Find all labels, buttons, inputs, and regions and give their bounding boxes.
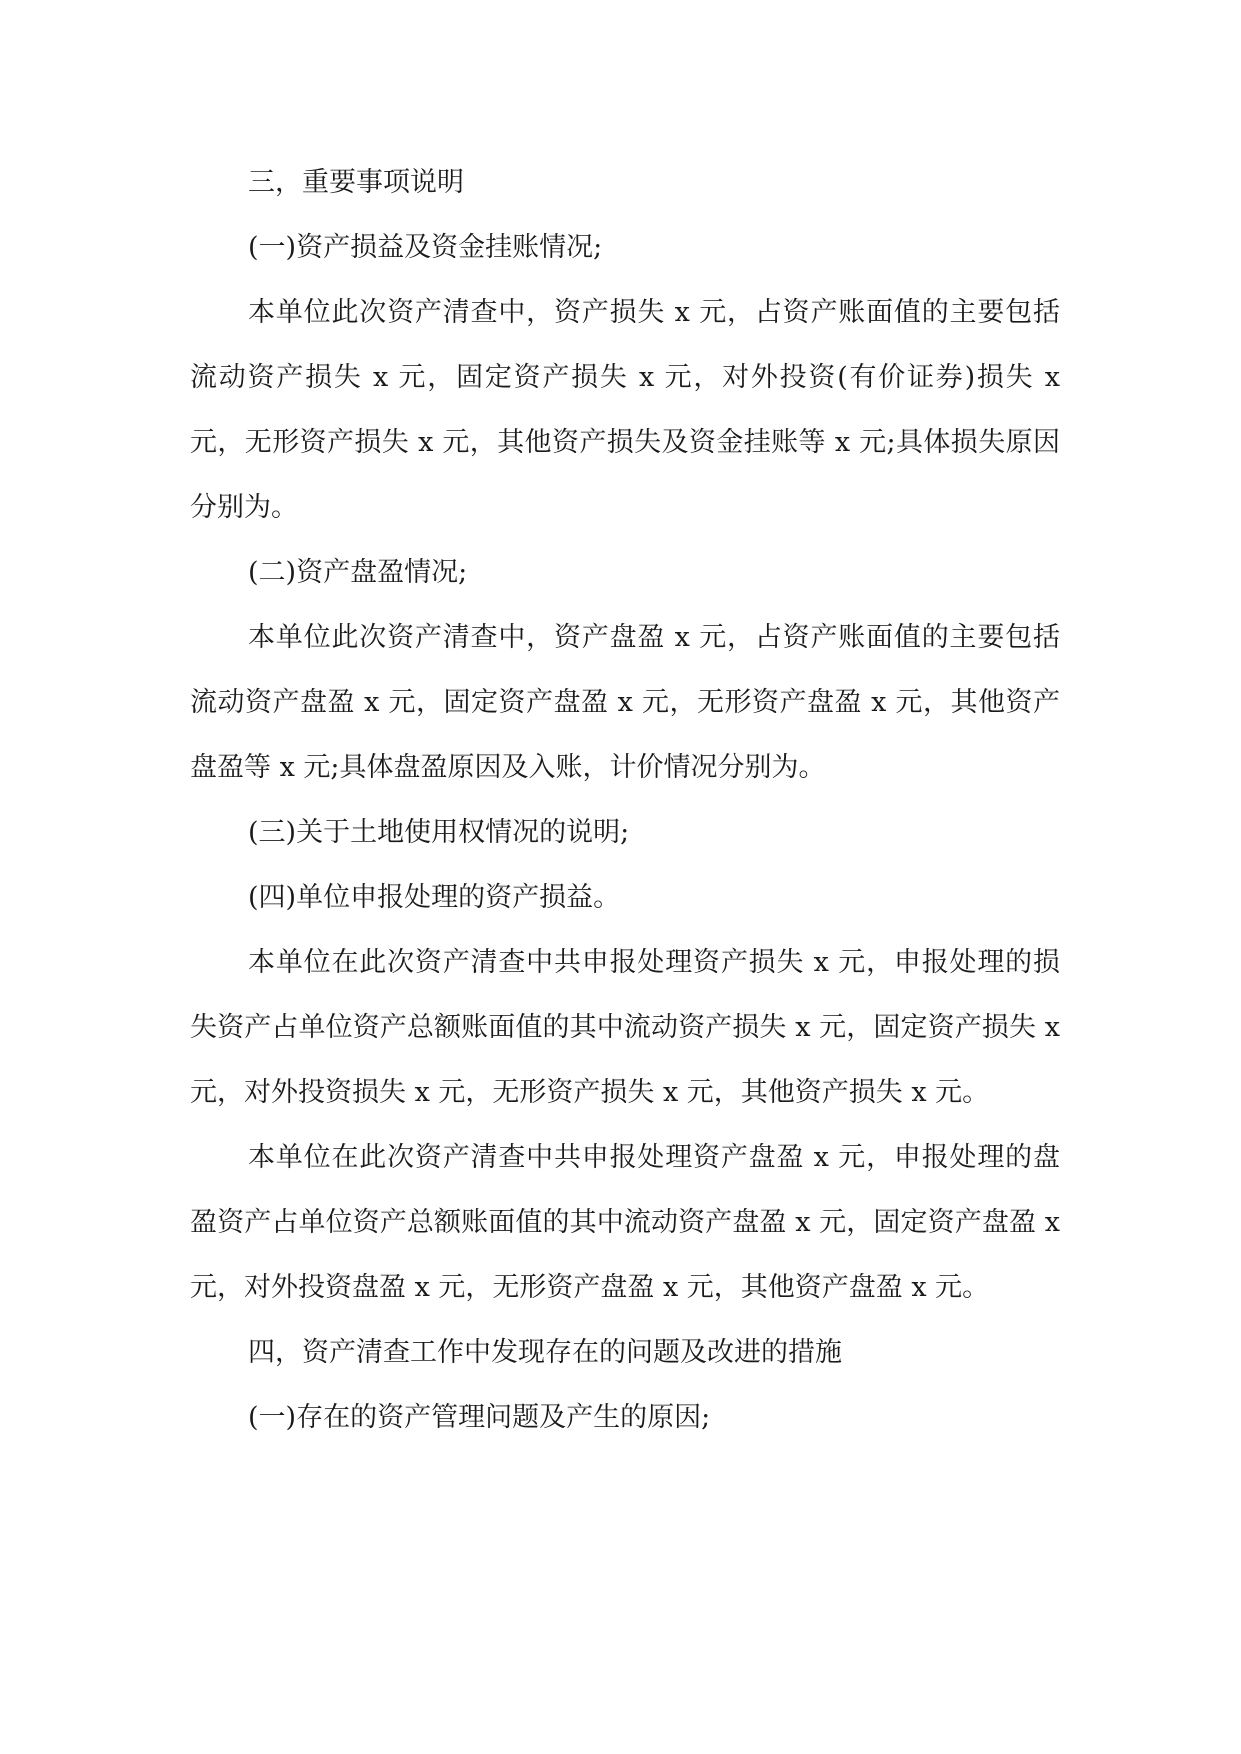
section-heading: 四，资产清查工作中发现存在的问题及改进的措施 (248, 1337, 842, 1368)
body-paragraph: 本单位在此次资产清查中共申报处理资产损失 x 元，申报处理的损失资产占单位资产总额账面值的其中流动资产损失 x 元，固定资产损失 x 元，对外投资损失 x 元，无形资产损失 x 元，其他资产损失 x 元。 (190, 947, 1060, 1108)
subsection-heading: (一)资产损益及资金挂账情况; (248, 232, 603, 263)
subsection-heading: (四)单位申报处理的资产损益。 (248, 882, 621, 913)
subsection-heading: (三)关于土地使用权情况的说明; (248, 817, 630, 848)
body-paragraph: 本单位此次资产清查中，资产损失 x 元，占资产账面值的主要包括流动资产损失 x 元，固定资产损失 x 元，对外投资(有价证券)损失 x 元，无形资产损失 x 元，其他资产损失及资金挂账等 x 元;具体损失原因分别为。 (190, 297, 1060, 523)
body-paragraph: 本单位在此次资产清查中共申报处理资产盘盈 x 元，申报处理的盘盈资产占单位资产总额账面值的其中流动资产盘盈 x 元，固定资产盘盈 x 元，对外投资盘盈 x 元，无形资产盘盈 x 元，其他资产盘盈 x 元。 (190, 1142, 1060, 1303)
body-paragraph: 本单位此次资产清查中，资产盘盈 x 元，占资产账面值的主要包括流动资产盘盈 x 元，固定资产盘盈 x 元，无形资产盘盈 x 元，其他资产盘盈等 x 元;具体盘盈原因及入账，计价情况分别为。 (190, 622, 1060, 783)
subsection-heading: (一)存在的资产管理问题及产生的原因; (248, 1402, 711, 1433)
section-heading: 三，重要事项说明 (248, 167, 464, 198)
subsection-heading: (二)资产盘盈情况; (248, 557, 468, 588)
document-body (190, 150, 1060, 1450)
